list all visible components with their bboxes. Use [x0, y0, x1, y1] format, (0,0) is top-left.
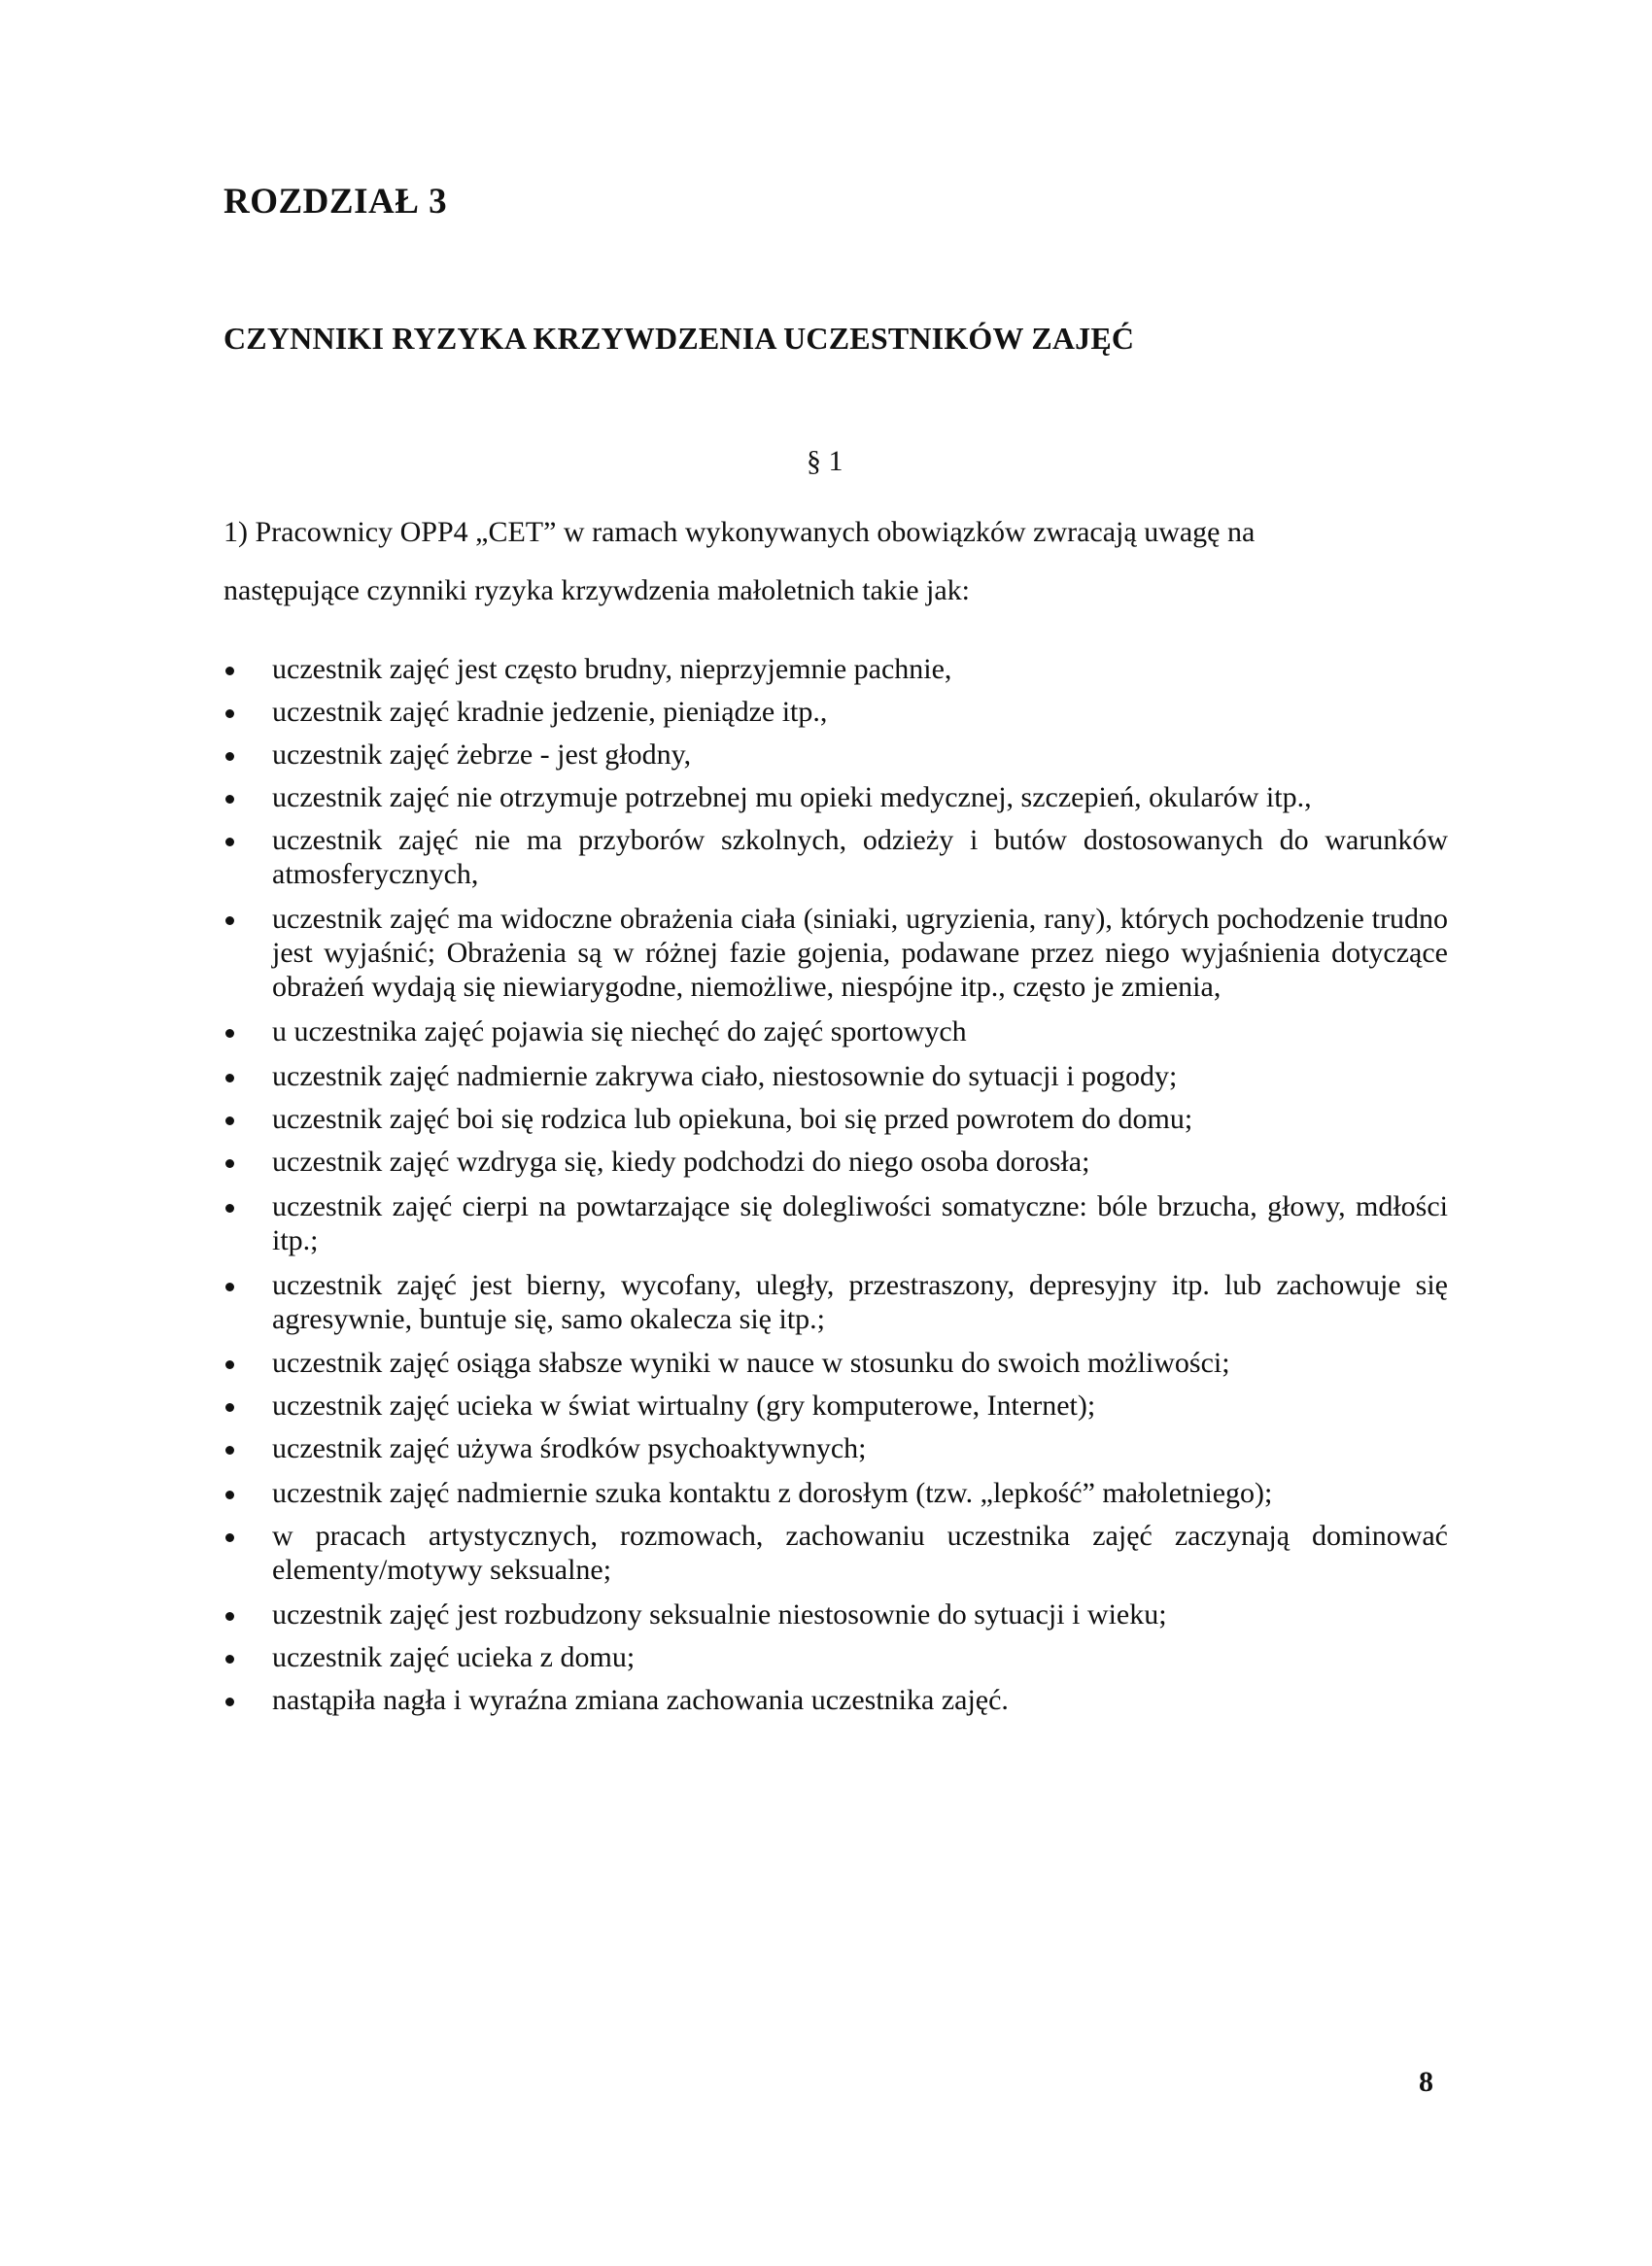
list-item-text: uczestnik zajęć boi się rodzica lub opiekuna, boi się przed powrotem do domu; — [272, 1103, 1193, 1135]
bullet-dot-icon — [225, 709, 234, 718]
list-item-text: uczestnik zajęć ucieka z domu; — [272, 1641, 636, 1673]
list-item — [224, 652, 1448, 686]
list-item-text: uczestnik zajęć nie otrzymuje potrzebnej mu opieki medycznej, szczepień, okularów itp., — [272, 781, 1312, 813]
list-item — [224, 738, 1448, 772]
bullet-dot-icon — [225, 1491, 234, 1499]
list-item — [224, 695, 1448, 729]
section-title: CZYNNIKI RYZYKA KRZYWDZENIA UCZESTNIKÓW ZAJĘĆ — [224, 321, 1135, 356]
bullet-dot-icon — [225, 752, 234, 761]
list-item — [224, 823, 1448, 891]
chapter-heading: ROZDZIAŁ 3 — [224, 182, 448, 222]
list-item-text: uczestnik zajęć nadmiernie zakrywa ciało, niestosownie do sytuacji i pogody; — [272, 1060, 1178, 1092]
bullet-dot-icon — [225, 1403, 234, 1412]
intro-line: następujące czynniki ryzyka krzywdzenia małoletnich takie jak: — [224, 574, 971, 606]
list-item — [224, 1683, 1448, 1717]
bullet-dot-icon — [225, 1074, 234, 1082]
list-item-text: uczestnik zajęć ma widoczne obrażenia ciała (siniaki, ugryzienia, rany), których pochodzenie trudno jest wyjaśnić; Obrażenia są w różnej fazie gojenia, podawane przez niego wyjaśnienia dotyczące obrażeń wydają się niewiarygodne, niemożliwe, niespójne itp., często je zmienia, — [272, 903, 1448, 1003]
list-item-text: uczestnik zajęć cierpi na powtarzające się dolegliwości somatyczne: bóle brzucha, głowy, mdłości itp.; — [272, 1190, 1448, 1256]
list-item — [224, 1346, 1448, 1380]
list-item-text: uczestnik zajęć jest bierny, wycofany, uległy, przestraszony, depresyjny itp. lub zachowuje się agresywnie, buntuje się, samo okalecza się itp.; — [272, 1269, 1448, 1335]
risk-factor-list — [224, 652, 1448, 1717]
list-item — [224, 1102, 1448, 1136]
list-item-text: uczestnik zajęć jest często brudny, nieprzyjemnie pachnie, — [272, 653, 952, 685]
bullet-dot-icon — [225, 1116, 234, 1125]
bullet-dot-icon — [225, 838, 234, 846]
bullet-dot-icon — [225, 1204, 234, 1213]
list-item — [224, 780, 1448, 814]
list-item — [224, 902, 1448, 1004]
bullet-dot-icon — [225, 1029, 234, 1038]
list-item — [224, 1389, 1448, 1423]
list-item-text: uczestnik zajęć kradnie jedzenie, pieniądze itp., — [272, 696, 828, 728]
list-item-text: uczestnik zajęć wzdryga się, kiedy podchodzi do niego osoba dorosła; — [272, 1146, 1090, 1178]
bullet-dot-icon — [225, 795, 234, 804]
list-item — [224, 1640, 1448, 1674]
bullet-dot-icon — [225, 1612, 234, 1621]
list-item-text: uczestnik zajęć jest rozbudzony seksualnie niestosownie do sytuacji i wieku; — [272, 1598, 1167, 1631]
intro-paragraph — [224, 503, 1438, 620]
list-item — [224, 1145, 1448, 1179]
list-item-text: uczestnik zajęć osiąga słabsze wyniki w nauce w stosunku do swoich możliwości; — [272, 1347, 1230, 1379]
paragraph-mark: § 1 — [807, 445, 843, 477]
list-item — [224, 1431, 1448, 1465]
bullet-dot-icon — [225, 1360, 234, 1369]
bullet-dot-icon — [225, 1655, 234, 1664]
bullet-dot-icon — [225, 667, 234, 675]
list-item-text: u uczestnika zajęć pojawia się niechęć do zajęć sportowych — [272, 1015, 967, 1047]
list-item — [224, 1519, 1448, 1587]
list-item — [224, 1268, 1448, 1336]
list-item-text: w pracach artystycznych, rozmowach, zachowaniu uczestnika zajęć zaczynają dominować elementy/motywy seksualne; — [272, 1520, 1448, 1586]
list-item — [224, 1189, 1448, 1257]
bullet-dot-icon — [225, 1446, 234, 1455]
bullet-dot-icon — [225, 1698, 234, 1706]
list-item-text: uczestnik zajęć używa środków psychoaktywnych; — [272, 1432, 867, 1464]
bullet-dot-icon — [225, 916, 234, 925]
page-number: 8 — [1419, 2066, 1433, 2098]
list-item-text: uczestnik zajęć żebrze - jest głodny, — [272, 738, 692, 771]
intro-line: 1) Pracownicy OPP4 „CET” w ramach wykonywanych obowiązków zwracają uwagę na — [224, 516, 1256, 548]
list-item-text: uczestnik zajęć nadmiernie szuka kontaktu z dorosłym (tzw. „lepkość” małoletniego); — [272, 1477, 1273, 1509]
bullet-dot-icon — [225, 1283, 234, 1291]
list-item-text: nastąpiła nagła i wyraźna zmiana zachowania uczestnika zajęć. — [272, 1684, 1009, 1716]
list-item-text: uczestnik zajęć nie ma przyborów szkolnych, odzieży i butów dostosowanych do warunków atmosferycznych, — [272, 824, 1448, 890]
bullet-dot-icon — [225, 1533, 234, 1542]
list-item-text: uczestnik zajęć ucieka w świat wirtualny (gry komputerowe, Internet); — [272, 1390, 1096, 1422]
list-item — [224, 1014, 1448, 1048]
list-item — [224, 1597, 1448, 1631]
bullet-dot-icon — [225, 1159, 234, 1168]
list-item — [224, 1476, 1448, 1510]
list-item — [224, 1059, 1448, 1093]
